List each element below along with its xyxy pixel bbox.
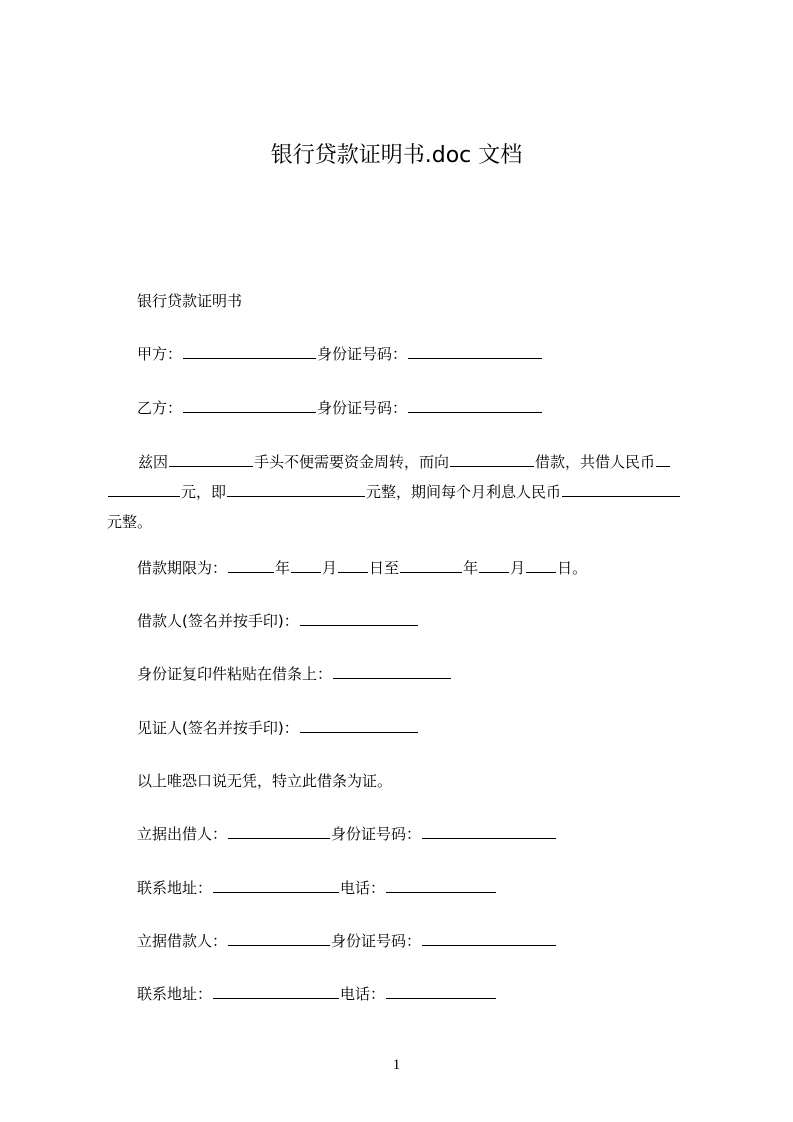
lender-line bbox=[137, 823, 557, 845]
borrower-signature-label: 借款人(签名并按手印)： bbox=[137, 612, 299, 630]
body-text-interest: 元整，期间每个月利息人民币 bbox=[366, 483, 562, 501]
start-year-blank bbox=[228, 559, 274, 573]
start-day-blank bbox=[338, 559, 368, 573]
start-month-label: 月 bbox=[322, 559, 338, 577]
witness-blank bbox=[300, 719, 418, 733]
lender-phone-blank bbox=[386, 879, 496, 893]
start-year-label: 年 bbox=[275, 559, 291, 577]
end-month-label: 月 bbox=[510, 559, 526, 577]
witness-label: 见证人(签名并按手印)： bbox=[137, 719, 299, 737]
party-b-label: 乙方： bbox=[137, 399, 183, 417]
witness-line bbox=[137, 717, 419, 739]
party-b-id-label: 身份证号码： bbox=[317, 399, 408, 417]
lender-name-blank bbox=[450, 453, 534, 467]
end-day-label: 日。 bbox=[557, 559, 588, 577]
body-line-3: 元整。 bbox=[107, 513, 153, 531]
amount-blank bbox=[108, 483, 180, 497]
borrower-id-blank bbox=[422, 932, 556, 946]
lender-id-blank bbox=[422, 825, 556, 839]
body-text-amount: 借款，共借人民币 bbox=[535, 453, 656, 471]
body-text-namely: 元，即 bbox=[181, 483, 227, 501]
document-heading: 银行贷款证明书 bbox=[137, 292, 243, 310]
lender-label: 立据出借人： bbox=[137, 825, 228, 843]
period-label: 借款期限为： bbox=[137, 559, 228, 577]
lender-name-sign-blank bbox=[228, 825, 330, 839]
end-day-blank bbox=[526, 559, 556, 573]
party-b-id-blank bbox=[408, 399, 542, 413]
lender-address-blank bbox=[213, 879, 339, 893]
borrower-phone-label: 电话： bbox=[340, 985, 386, 1003]
borrower-address-blank bbox=[213, 985, 339, 999]
borrower-line bbox=[137, 930, 557, 952]
party-a-name-blank bbox=[183, 345, 316, 359]
document-title: 银行贷款证明书.doc 文档 bbox=[270, 143, 523, 168]
borrower-name-sign-blank bbox=[228, 932, 330, 946]
lender-address-label: 联系地址： bbox=[137, 879, 213, 897]
body-text-turnover: 手头不便需要资金周转，而向 bbox=[254, 453, 450, 471]
borrower-signature-line bbox=[137, 610, 419, 632]
party-a-id-label: 身份证号码： bbox=[317, 345, 408, 363]
amount-capital-blank bbox=[227, 483, 365, 497]
lender-id-label: 身份证号码： bbox=[331, 825, 422, 843]
id-copy-line bbox=[137, 663, 452, 685]
body-line-1 bbox=[107, 447, 697, 477]
end-year-blank bbox=[400, 559, 462, 573]
loan-period-line bbox=[137, 557, 587, 579]
amount-blank-start bbox=[656, 453, 670, 467]
party-b-name-blank bbox=[183, 399, 316, 413]
party-b-line bbox=[137, 397, 543, 419]
body-line-2 bbox=[107, 477, 697, 507]
party-a-label: 甲方： bbox=[137, 345, 183, 363]
borrower-id-label: 身份证号码： bbox=[331, 932, 422, 950]
end-year-label: 年 bbox=[463, 559, 479, 577]
borrower-address-label: 联系地址： bbox=[137, 985, 213, 1003]
party-a-line bbox=[137, 343, 543, 365]
id-copy-label: 身份证复印件粘贴在借条上： bbox=[137, 665, 333, 683]
borrower-label: 立据借款人： bbox=[137, 932, 228, 950]
interest-blank bbox=[562, 483, 680, 497]
end-month-blank bbox=[479, 559, 509, 573]
lender-contact-line bbox=[137, 877, 497, 899]
page-number: 1 bbox=[392, 1057, 401, 1073]
body-text-reason: 兹因 bbox=[138, 453, 169, 471]
lender-phone-label: 电话： bbox=[340, 879, 386, 897]
borrower-contact-line bbox=[137, 983, 497, 1005]
party-a-id-blank bbox=[408, 345, 542, 359]
borrower-phone-blank bbox=[386, 985, 496, 999]
start-month-blank bbox=[291, 559, 321, 573]
loan-body-paragraph bbox=[107, 447, 697, 537]
start-day-label: 日至 bbox=[369, 559, 400, 577]
id-copy-blank bbox=[333, 665, 451, 679]
statement-line: 以上唯恐口说无凭，特立此借条为证。 bbox=[137, 772, 393, 790]
borrower-signature-blank bbox=[300, 612, 418, 626]
borrower-name-blank bbox=[169, 453, 253, 467]
